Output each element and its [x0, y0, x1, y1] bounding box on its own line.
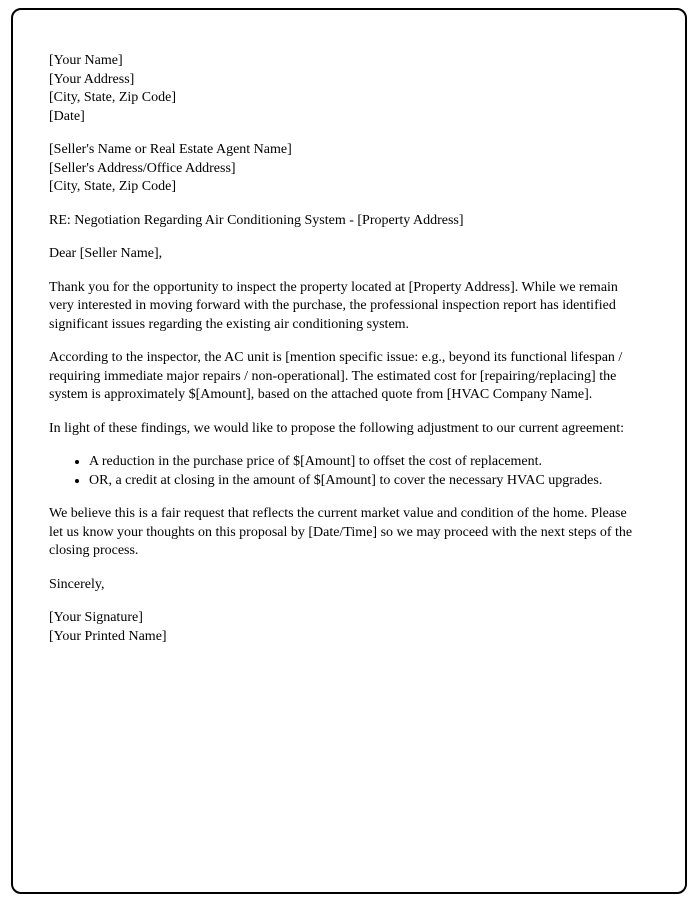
- paragraph-closing-request: We believe this is a fair request that reflects the current market value and condition of the home. Please let us know your thoughts on this proposal by [Date/Time] so we may proceed with the next steps of the closing process.: [49, 506, 633, 558]
- recipient-name: [Seller's Name or Real Estate Agent Name]: [49, 142, 292, 157]
- sender-block: [49, 52, 635, 126]
- signoff: Sincerely,: [49, 576, 105, 592]
- printed-name-placeholder: [Your Printed Name]: [49, 628, 167, 644]
- salutation: Dear [Seller Name],: [49, 246, 163, 261]
- paragraph-intro: Thank you for the opportunity to inspect the property located at [Property Address]. While we remain very interested in moving forward with the purchase, the professional inspection report has identified significant issues regarding the existing air conditioning system.: [49, 279, 618, 332]
- letter-page: [11, 8, 687, 894]
- recipient-address: [Seller's Address/Office Address]: [49, 160, 236, 176]
- paragraph-inspection-findings: According to the inspector, the AC unit is [mention specific issue: e.g., beyond its functional lifespan / requiring immediate major repairs / non-operational]. The estimated cost for [repairing/replacing] the system is approximately $[Amount], based on the attached quote from [HVAC Company Name].: [49, 350, 623, 402]
- letter-date: [Date]: [49, 108, 85, 124]
- sender-address: [Your Address]: [49, 71, 135, 87]
- sender-city-state-zip: [City, State, Zip Code]: [49, 90, 177, 105]
- list-item-price-reduction: • A reduction in the purchase price of $[Amount] to offset the cost of replacement.: [89, 453, 635, 472]
- signature-placeholder: [Your Signature]: [49, 610, 143, 625]
- sender-name: [Your Name]: [49, 53, 123, 68]
- paragraph-proposal-lead-in: In light of these findings, we would like to propose the following adjustment to our current agreement:: [49, 420, 625, 436]
- recipient-city-state-zip: [City, State, Zip Code]: [49, 179, 177, 194]
- recipient-block: [49, 141, 635, 197]
- subject-line: RE: Negotiation Regarding Air Conditioning System - [Property Address]: [49, 212, 464, 228]
- list-item-closing-credit: • OR, a credit at closing in the amount of $[Amount] to cover the necessary HVAC upgrades.: [89, 472, 635, 491]
- signature-block: [49, 609, 635, 646]
- proposal-options-list: [49, 453, 635, 490]
